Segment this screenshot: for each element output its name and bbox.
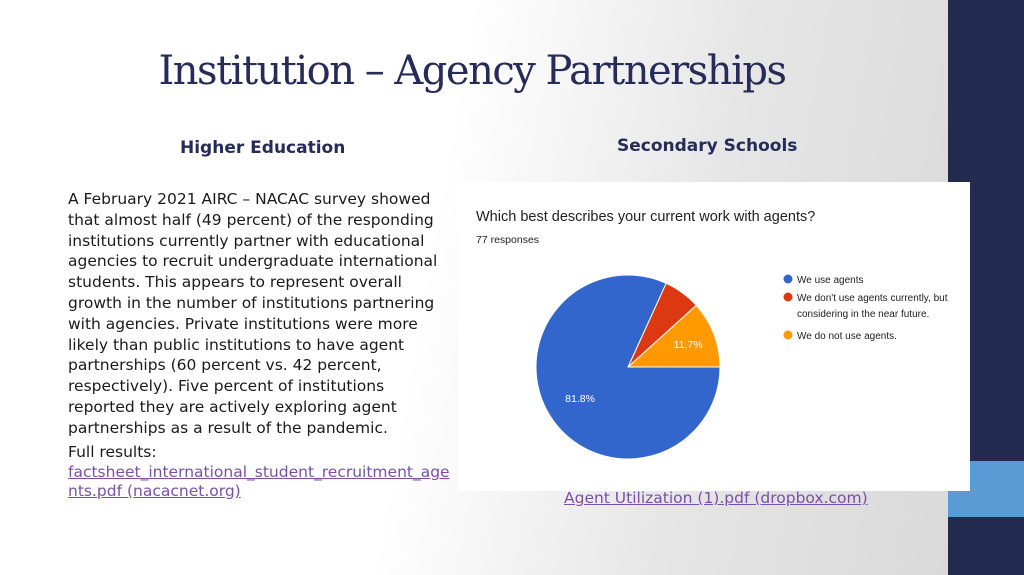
legend-label: We don't use agents currently, but considering in the near future.	[797, 293, 948, 320]
full-results-label: Full results:	[68, 443, 157, 461]
pie-slices	[536, 275, 720, 459]
legend-marker	[784, 293, 793, 302]
legend-marker	[784, 275, 793, 284]
pie-data-label: 81.8%	[565, 392, 595, 405]
survey-summary-text: A February 2021 AIRC – NACAC survey showed that almost half (49 percent) of the responding institutions currently partner with educational agencies to recruit undergraduate international students. This appears to represent overall growth in the number of institutions partnering with agencies. Private institutions were more likely than public institutions to have agent partnerships (60 percent vs. 42 percent, respectively). Five percent of institutions reported they are actively exploring agent partnerships as a result of the pandemic.	[68, 190, 438, 437]
slide-title: Institution – Agency Partnerships	[158, 48, 786, 94]
legend-marker	[784, 331, 793, 340]
chart-subtitle: 77 responses	[476, 234, 540, 246]
pie-chart	[458, 182, 970, 491]
pie-chart-panel	[458, 182, 970, 491]
chart-legend	[784, 275, 948, 343]
nacac-factsheet-link[interactable]: factsheet_international_student_recruitment_agents.pdf (nacacnet.org)	[68, 463, 450, 500]
chart-title: Which best describes your current work with agents?	[476, 209, 816, 225]
legend-label: We use agents	[797, 275, 864, 286]
pie-data-label: 11.7%	[673, 338, 703, 351]
secondary-schools-heading: Secondary Schools	[617, 136, 798, 156]
agent-utilization-link[interactable]: Agent Utilization (1).pdf (dropbox.com)	[564, 489, 868, 507]
legend-label: We do not use agents.	[797, 331, 897, 342]
higher-education-heading: Higher Education	[180, 138, 346, 158]
